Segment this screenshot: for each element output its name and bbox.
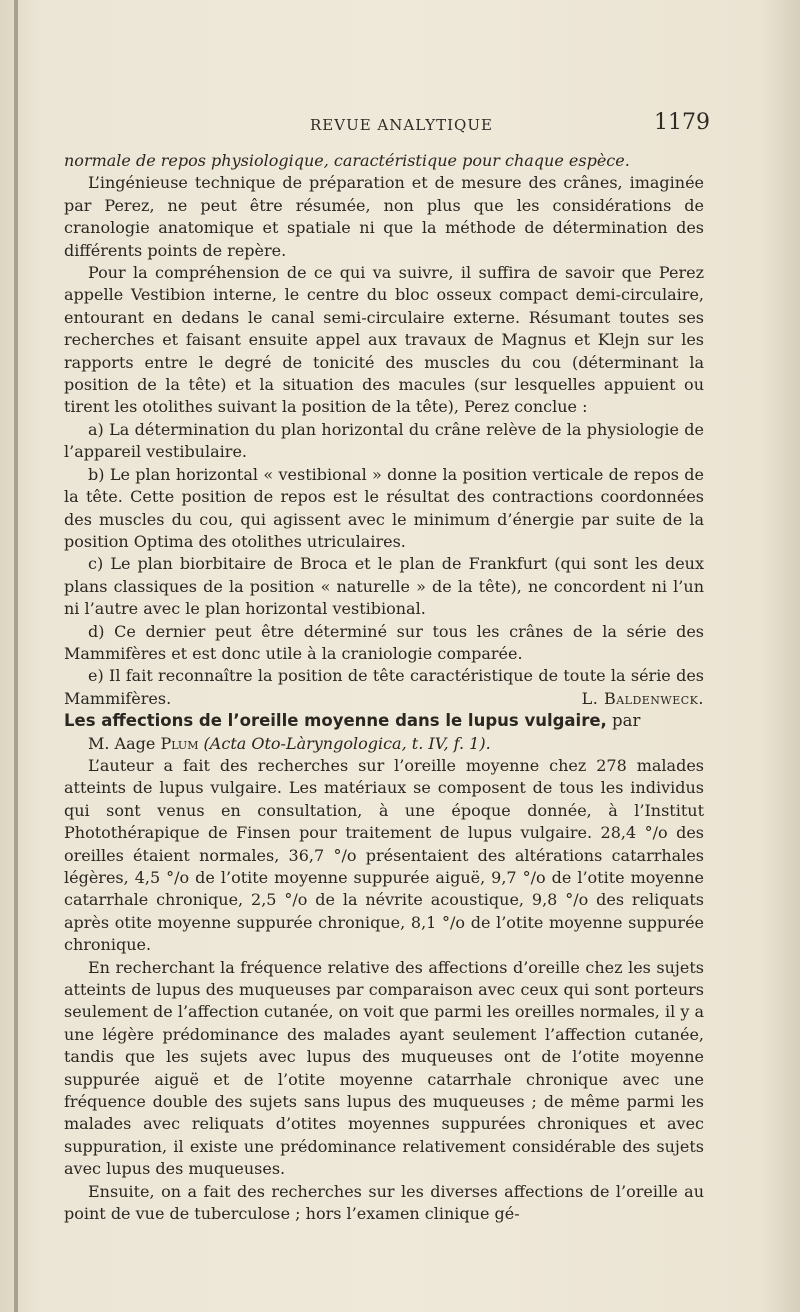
author-prefix: M. Aage (88, 733, 161, 753)
binding-edge (14, 0, 18, 1312)
paragraph-comparison: En recherchant la fréquence relative des affections d’oreille chez les sujets atteints de lupus des muqueuses par comparaison avec ceux qui sont porteurs seulement de l’affection cutanée, on voit que parmi les oreilles normales, il y a une légère prédominance des malades ayant seulement l’affection cutanée, tandis que les sujets avec lupus des muqueuses ont de l’otite moyenne suppurée aiguë et de l’otite moyenne catarrhale chronique avec une fréquence double des sujets sans lupus des muqueuses ; de même parmi les malades avec reliquats d’otites moyennes suppurées chroniques et avec suppuration, il existe une prédominance relativement considérable des sujets avec lupus des muqueuses. (64, 957, 704, 1179)
reviewer-signature: L. Baldenweck. (581, 688, 704, 708)
page-number: 1179 (654, 110, 710, 135)
author-name: Plum (160, 733, 199, 753)
conclusion-item-d: d) Ce dernier peut être déterminé sur tous les crânes de la série des Mammifères et est donc utile à la craniologie comparée. (64, 621, 704, 663)
conclusion-item-b: b) Le plan horizontal « vestibional » donne la position verticale de repos de la tête. Cette position de repos est le résultat des contractions coordonnées des muscles du cou, qui agissent avec le minimum d’énergie par suite de la position Optima des otolithes utriculaires. (64, 464, 704, 551)
running-title: REVUE ANALYTIQUE (310, 116, 493, 134)
paragraph-tuberculosis: Ensuite, on a fait des recherches sur les diverses affections de l’oreille au point de vue de tuberculose ; hors l’examen clinique gé- (64, 1181, 704, 1224)
conclusion-item-e: e) Il fait reconnaître la position de tête caractéristique de toute la série des Mammifères. (64, 666, 704, 708)
paragraph-continuation: normale de repos physiologique, caractéristique pour chaque espèce. (64, 151, 630, 170)
page-body (64, 150, 704, 1226)
paragraph-technique: L’ingénieuse technique de préparation et de mesure des crânes, imaginée par Perez, ne peut être résumée, non plus que les considérations de cranologie anatomique et spatiale ni que la méthode de détermination des différents points de repère. (64, 173, 704, 260)
conclusion-item-c: c) Le plan biorbitaire de Broca et le plan de Frankfurt (qui sont les deux plans classiques de la position « naturelle » de la tête), ne concordent ni l’un ni l’autre avec le plan horizontal vestibional. (64, 554, 704, 619)
article-title-tail: par (606, 711, 641, 731)
article-title: Les affections de l’oreille moyenne dans le lupus vulgaire, (64, 711, 607, 731)
article-citation: (Acta Oto-Làryngologica, t. IV, f. 1). (198, 733, 491, 753)
article-heading (64, 710, 704, 732)
paragraph-statistics: L’auteur a fait des recherches sur l’oreille moyenne chez 278 malades atteints de lupus vulgaire. Les matériaux se composent de tous les individus qui sont venus en consultation, à une époque donnée, à l’Institut Photothérapique de Finsen pour traitement de lupus vulgaire. 28,4 °/o des oreilles étaient normales, 36,7 °/o présentaient des altérations catarrhales légères, 4,5 °/o de l’otite moyenne suppurée aiguë, 9,7 °/o de l’otite moyenne catarrhale chronique, 2,5 °/o de la névrite acoustique, 9,8 °/o des reliquats après otite moyenne suppurée chronique, 8,1 °/o de l’otite moyenne suppurée chronique. (64, 755, 704, 955)
article-author-line (64, 733, 704, 755)
conclusion-item-e-with-signature (64, 665, 704, 710)
running-header (60, 108, 710, 138)
paragraph-vestibion: Pour la compréhension de ce qui va suivre, il suffira de savoir que Perez appelle Vestibion interne, le centre du bloc osseux compact demi-circulaire, entourant en dedans le canal semi-circulaire externe. Résumant toutes ses recherches et faisant ensuite appel aux travaux de Magnus et Klejn sur les rapports entre le degré de tonicité des muscles du cou (déterminant la position de la tête) et la situation des macules (sur lesquelles appuient ou tirent les otolithes suivant la position de la tête), Perez conclue : (64, 263, 704, 417)
conclusion-item-a: a) La détermination du plan horizontal du crâne relève de la physiologie de l’appareil vestibulaire. (64, 419, 704, 462)
